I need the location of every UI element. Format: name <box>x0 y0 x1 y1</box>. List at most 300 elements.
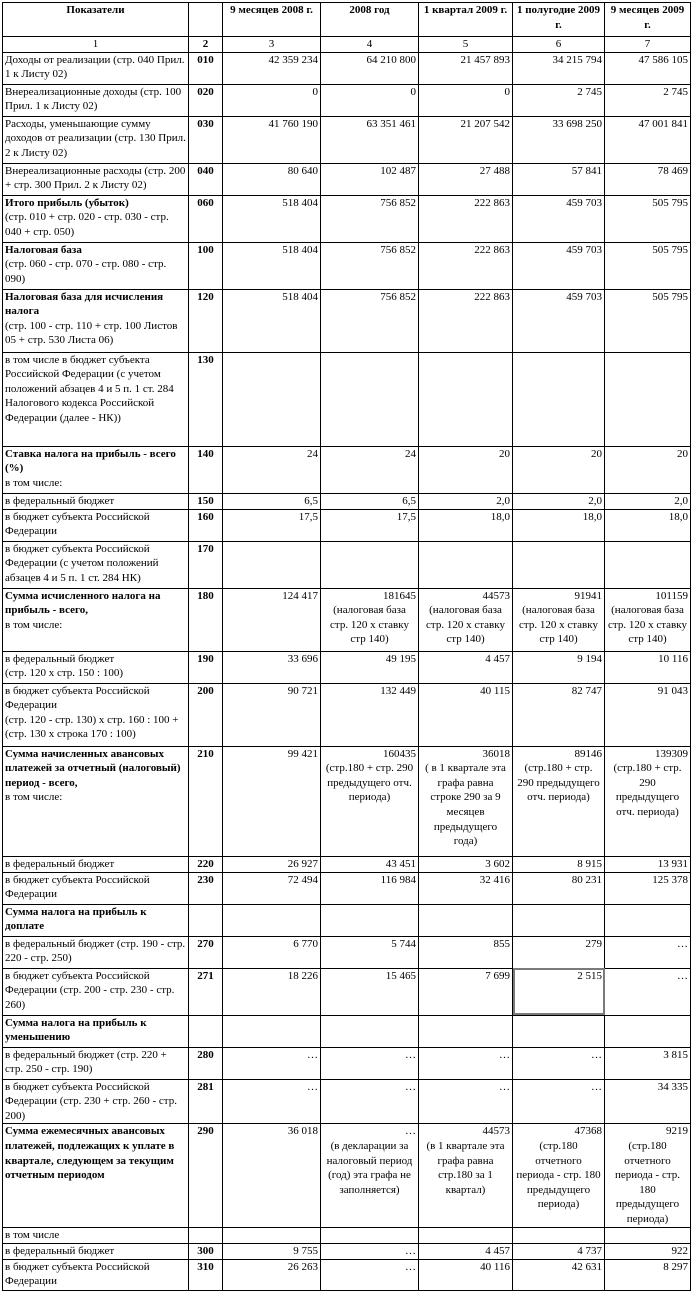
value-cell[interactable] <box>513 493 605 509</box>
value-cell[interactable] <box>513 446 605 493</box>
row-code: 150 <box>189 493 223 509</box>
cell-note: (налоговая база стр. 120 x ставку стр 140) <box>426 604 505 646</box>
value-cell[interactable] <box>223 1124 321 1227</box>
value-cell[interactable] <box>223 509 321 541</box>
value-cell[interactable] <box>419 683 513 746</box>
cell-value: 160435 <box>383 747 416 760</box>
row-label-text: Итого прибыль (убыток) <box>5 196 129 209</box>
value-cell[interactable] <box>605 116 691 163</box>
value-cell[interactable] <box>513 1124 605 1227</box>
value-cell[interactable] <box>223 1015 321 1047</box>
cell-value: 3 602 <box>485 857 510 870</box>
value-cell[interactable] <box>419 289 513 352</box>
value-cell[interactable] <box>223 936 321 968</box>
value-cell[interactable] <box>513 872 605 904</box>
table-row <box>3 968 691 1015</box>
value-cell[interactable] <box>223 116 321 163</box>
value-cell[interactable] <box>513 352 605 446</box>
cell-value: 2 745 <box>577 85 602 98</box>
value-cell[interactable] <box>321 116 419 163</box>
row-code: 190 <box>189 651 223 683</box>
cell-value: 222 863 <box>474 243 510 256</box>
row-code: 130 <box>189 352 223 446</box>
value-cell[interactable] <box>605 242 691 289</box>
col-header-h1-2009: 1 полугодие 2009 г. <box>513 3 605 37</box>
value-cell[interactable] <box>321 446 419 493</box>
table-row <box>3 116 691 163</box>
table-row <box>3 872 691 904</box>
row-label <box>3 588 189 651</box>
table-row <box>3 84 691 116</box>
cell-value: 64 210 800 <box>366 53 416 66</box>
value-cell[interactable] <box>223 446 321 493</box>
row-label-subtext: (стр. 010 + стр. 020 - стр. 030 - стр. 040 + стр. 050) <box>5 211 169 238</box>
row-label <box>3 1259 189 1290</box>
cell-value: … <box>307 1080 318 1093</box>
row-label-subtext: в том числе: <box>5 618 63 631</box>
cell-value: 47368 <box>574 1125 602 1138</box>
value-cell[interactable] <box>223 872 321 904</box>
cell-note: (налоговая база стр. 120 x ставку стр 140) <box>608 604 687 646</box>
row-label <box>3 651 189 683</box>
value-cell[interactable] <box>419 872 513 904</box>
value-cell[interactable] <box>223 1227 321 1243</box>
table-row <box>3 936 691 968</box>
value-cell[interactable] <box>419 446 513 493</box>
value-cell[interactable] <box>513 1079 605 1124</box>
cell-value: 24 <box>307 447 318 460</box>
value-cell[interactable] <box>419 493 513 509</box>
value-cell[interactable] <box>605 872 691 904</box>
cell-value: 24 <box>405 447 416 460</box>
table-row <box>3 856 691 872</box>
value-cell[interactable] <box>419 1124 513 1227</box>
value-cell[interactable] <box>513 936 605 968</box>
value-cell[interactable] <box>513 968 605 1015</box>
row-label <box>3 195 189 242</box>
value-cell[interactable] <box>223 904 321 936</box>
cell-value: … <box>499 1080 510 1093</box>
row-label-text: в федеральный бюджет <box>5 857 115 870</box>
cell-value: … <box>405 1125 416 1138</box>
value-cell[interactable] <box>321 683 419 746</box>
value-cell[interactable] <box>605 968 691 1015</box>
value-cell[interactable] <box>419 52 513 84</box>
value-cell[interactable] <box>223 493 321 509</box>
value-cell[interactable] <box>223 1047 321 1079</box>
value-cell[interactable] <box>321 746 419 856</box>
cell-value: 756 852 <box>380 243 416 256</box>
cell-value: … <box>405 1048 416 1061</box>
cell-value: 15 465 <box>385 969 416 982</box>
row-code: 200 <box>189 683 223 746</box>
value-cell[interactable] <box>513 651 605 683</box>
table-row <box>3 746 691 856</box>
row-code: 120 <box>189 289 223 352</box>
table-row <box>3 1227 691 1243</box>
value-cell[interactable] <box>321 352 419 446</box>
value-cell[interactable] <box>419 1259 513 1290</box>
value-cell[interactable] <box>513 856 605 872</box>
value-cell[interactable] <box>605 541 691 588</box>
cell-value: 4 457 <box>485 652 510 665</box>
value-cell[interactable] <box>419 651 513 683</box>
row-label <box>3 493 189 509</box>
cell-value: 91941 <box>574 589 602 602</box>
value-cell[interactable] <box>605 1015 691 1047</box>
table-row <box>3 446 691 493</box>
col-number: 6 <box>513 37 605 53</box>
cell-value: 34 335 <box>657 1080 688 1093</box>
value-cell[interactable] <box>321 904 419 936</box>
cell-value: 2,0 <box>674 494 688 507</box>
value-cell[interactable] <box>605 1243 691 1259</box>
cell-value: 2 515 <box>577 969 602 982</box>
value-cell[interactable] <box>321 1259 419 1290</box>
cell-value: … <box>677 969 688 982</box>
table-row <box>3 541 691 588</box>
cell-value: 27 488 <box>479 164 510 177</box>
cell-value: 222 863 <box>474 290 510 303</box>
value-cell[interactable] <box>605 493 691 509</box>
cell-value: 125 378 <box>652 873 688 886</box>
value-cell[interactable] <box>223 1243 321 1259</box>
value-cell[interactable] <box>321 856 419 872</box>
value-cell[interactable] <box>605 1227 691 1243</box>
row-label-subtext: (стр. 120 x стр. 150 : 100) <box>5 667 124 680</box>
row-label <box>3 1047 189 1079</box>
value-cell[interactable] <box>605 746 691 856</box>
table-row <box>3 509 691 541</box>
col-number: 5 <box>419 37 513 53</box>
table-row <box>3 1124 691 1227</box>
cell-value: 116 984 <box>380 873 416 886</box>
row-code: 140 <box>189 446 223 493</box>
row-label <box>3 242 189 289</box>
value-cell[interactable] <box>605 651 691 683</box>
value-cell[interactable] <box>223 195 321 242</box>
cell-value: 32 416 <box>479 873 510 886</box>
cell-value: 47 001 841 <box>638 117 688 130</box>
value-cell[interactable] <box>605 1259 691 1290</box>
cell-value: 82 747 <box>571 684 602 697</box>
cell-value: 855 <box>493 937 510 950</box>
value-cell[interactable] <box>223 1079 321 1124</box>
cell-value: 0 <box>504 85 510 98</box>
value-cell[interactable] <box>223 1259 321 1290</box>
cell-value: 80 231 <box>571 873 602 886</box>
cell-value: 756 852 <box>380 196 416 209</box>
row-label-text: Сумма исчисленного налога на прибыль - всего, <box>5 589 161 617</box>
value-cell[interactable] <box>605 1079 691 1124</box>
table-row <box>3 163 691 195</box>
value-cell[interactable] <box>605 588 691 651</box>
value-cell[interactable] <box>321 1047 419 1079</box>
cell-note: (налоговая база стр. 120 x ставку стр 140) <box>330 604 409 646</box>
header-row <box>3 3 691 37</box>
cell-value: 36018 <box>482 747 510 760</box>
value-cell[interactable] <box>321 1124 419 1227</box>
row-label-text: в федеральный бюджет <box>5 1244 115 1257</box>
value-cell[interactable] <box>419 116 513 163</box>
value-cell[interactable] <box>605 856 691 872</box>
row-label-text: Сумма налога на прибыль к уменьшению <box>5 1016 147 1044</box>
row-code: 180 <box>189 588 223 651</box>
value-cell[interactable] <box>513 1259 605 1290</box>
row-label-text: в федеральный бюджет <box>5 652 115 665</box>
table-row <box>3 289 691 352</box>
value-cell[interactable] <box>321 541 419 588</box>
cell-value: 101159 <box>655 589 688 602</box>
value-cell[interactable] <box>419 352 513 446</box>
value-cell[interactable] <box>419 856 513 872</box>
value-cell[interactable] <box>321 195 419 242</box>
value-cell[interactable] <box>321 1079 419 1124</box>
value-cell[interactable] <box>605 52 691 84</box>
cell-value: 36 018 <box>287 1125 318 1138</box>
row-label <box>3 116 189 163</box>
value-cell[interactable] <box>513 1227 605 1243</box>
value-cell[interactable] <box>223 856 321 872</box>
value-cell[interactable] <box>605 1124 691 1227</box>
row-code: 210 <box>189 746 223 856</box>
value-cell[interactable] <box>419 541 513 588</box>
row-label <box>3 968 189 1015</box>
value-cell[interactable] <box>419 509 513 541</box>
row-label-text: в бюджет субъекта Российской Федерации <box>5 873 150 901</box>
col-number: 3 <box>223 37 321 53</box>
cell-value: 42 359 234 <box>268 53 318 66</box>
cell-value: 18,0 <box>668 510 688 523</box>
cell-value: 922 <box>671 1244 688 1257</box>
value-cell[interactable] <box>321 968 419 1015</box>
table-body <box>3 52 691 1290</box>
col-header-2008: 2008 год <box>321 3 419 37</box>
value-cell[interactable] <box>419 163 513 195</box>
row-code: 040 <box>189 163 223 195</box>
table-row <box>3 588 691 651</box>
cell-value: 99 421 <box>287 747 318 760</box>
value-cell[interactable] <box>223 968 321 1015</box>
cell-value: 2,0 <box>588 494 602 507</box>
value-cell[interactable] <box>419 746 513 856</box>
row-label <box>3 1015 189 1047</box>
table-row <box>3 52 691 84</box>
value-cell[interactable] <box>513 116 605 163</box>
row-label <box>3 509 189 541</box>
value-cell[interactable] <box>223 352 321 446</box>
cell-value: 505 795 <box>652 243 688 256</box>
row-label <box>3 856 189 872</box>
row-label-subtext: (стр. 100 - стр. 110 + стр. 100 Листов 05 + стр. 530 Листа 06) <box>5 319 178 347</box>
value-cell[interactable] <box>223 683 321 746</box>
table-row <box>3 1079 691 1124</box>
cell-value: … <box>307 1048 318 1061</box>
cell-value: 18,0 <box>582 510 602 523</box>
value-cell[interactable] <box>513 904 605 936</box>
cell-value: 21 457 893 <box>460 53 510 66</box>
value-cell[interactable] <box>513 195 605 242</box>
cell-value: 47 586 105 <box>638 53 688 66</box>
cell-value: 13 931 <box>657 857 688 870</box>
row-label-subtext: в том числе: <box>5 791 63 804</box>
value-cell[interactable] <box>223 651 321 683</box>
value-cell[interactable] <box>513 52 605 84</box>
value-cell[interactable] <box>605 163 691 195</box>
row-code: 290 <box>189 1124 223 1227</box>
cell-value: 9 755 <box>293 1244 318 1257</box>
column-number-row <box>3 37 691 53</box>
cell-value: 91 043 <box>657 684 688 697</box>
value-cell[interactable] <box>321 509 419 541</box>
col-number: 4 <box>321 37 419 53</box>
row-label-text: Сумма ежемесячных авансовых платежей, подлежащих к уплате в квартале, следующем за текущим отчетным периодом <box>5 1125 175 1182</box>
cell-value: … <box>591 1048 602 1061</box>
value-cell[interactable] <box>605 1047 691 1079</box>
cell-value: … <box>591 1080 602 1093</box>
cell-note: (стр.180 + стр. 290 предыдущего отч. периода) <box>325 762 414 804</box>
row-label <box>3 1124 189 1227</box>
cell-value: 4 737 <box>577 1244 602 1257</box>
cell-value: 17,5 <box>298 510 318 523</box>
value-cell[interactable] <box>513 541 605 588</box>
value-cell[interactable] <box>419 1047 513 1079</box>
value-cell[interactable] <box>419 936 513 968</box>
cell-value: 20 <box>499 447 510 460</box>
value-cell[interactable] <box>223 163 321 195</box>
table-row <box>3 1243 691 1259</box>
row-label <box>3 352 189 446</box>
value-cell[interactable] <box>513 1243 605 1259</box>
value-cell[interactable] <box>223 242 321 289</box>
value-cell[interactable] <box>223 84 321 116</box>
row-label <box>3 163 189 195</box>
cell-value: 40 115 <box>480 684 510 697</box>
value-cell[interactable] <box>321 1227 419 1243</box>
value-cell[interactable] <box>513 163 605 195</box>
value-cell[interactable] <box>513 1047 605 1079</box>
value-cell[interactable] <box>321 1243 419 1259</box>
row-label <box>3 683 189 746</box>
value-cell[interactable] <box>321 84 419 116</box>
value-cell[interactable] <box>605 289 691 352</box>
cell-value: 4 457 <box>485 1244 510 1257</box>
table-row <box>3 493 691 509</box>
value-cell[interactable] <box>605 352 691 446</box>
value-cell[interactable] <box>513 683 605 746</box>
value-cell[interactable] <box>513 289 605 352</box>
value-cell[interactable] <box>321 493 419 509</box>
value-cell[interactable] <box>605 84 691 116</box>
cell-value: 44573 <box>482 589 510 602</box>
value-cell[interactable] <box>223 289 321 352</box>
row-label <box>3 84 189 116</box>
cell-value: 90 721 <box>287 684 318 697</box>
row-code: 160 <box>189 509 223 541</box>
value-cell[interactable] <box>513 84 605 116</box>
row-label-text: в бюджет субъекта Российской Федерации <box>5 1260 150 1288</box>
row-label <box>3 904 189 936</box>
cell-note: (в 1 квартале эта графа равна стр.180 за 1 квартал) <box>426 1139 505 1196</box>
value-cell[interactable] <box>419 904 513 936</box>
cell-value: 3 815 <box>663 1048 688 1061</box>
cell-value: 756 852 <box>380 290 416 303</box>
value-cell[interactable] <box>321 242 419 289</box>
value-cell[interactable] <box>605 936 691 968</box>
cell-value: 0 <box>410 85 416 98</box>
table-row <box>3 904 691 936</box>
value-cell[interactable] <box>321 1015 419 1047</box>
cell-value: 518 404 <box>282 290 318 303</box>
value-cell[interactable] <box>223 52 321 84</box>
value-cell[interactable] <box>605 446 691 493</box>
cell-value: 102 487 <box>380 164 416 177</box>
value-cell[interactable] <box>513 588 605 651</box>
value-cell[interactable] <box>605 683 691 746</box>
value-cell[interactable] <box>321 872 419 904</box>
cell-value: … <box>405 1260 416 1273</box>
value-cell[interactable] <box>419 968 513 1015</box>
row-label-text: в бюджет субъекта Российской Федерации <box>5 684 150 712</box>
value-cell[interactable] <box>419 1227 513 1243</box>
cell-value: 181645 <box>383 589 416 602</box>
value-cell[interactable] <box>605 509 691 541</box>
value-cell[interactable] <box>513 1015 605 1047</box>
row-code: 281 <box>189 1079 223 1124</box>
row-code: 300 <box>189 1243 223 1259</box>
cell-value: 459 703 <box>566 243 602 256</box>
cell-value: 20 <box>591 447 602 460</box>
value-cell[interactable] <box>223 746 321 856</box>
value-cell[interactable] <box>223 541 321 588</box>
row-label-text: Внереализационные расходы (стр. 200 + стр. 300 Прил. 2 к Листу 02) <box>5 164 186 192</box>
value-cell[interactable] <box>321 163 419 195</box>
cell-value: 7 699 <box>485 969 510 982</box>
value-cell[interactable] <box>321 289 419 352</box>
value-cell[interactable] <box>419 1243 513 1259</box>
value-cell[interactable] <box>419 84 513 116</box>
row-code: 230 <box>189 872 223 904</box>
value-cell[interactable] <box>605 195 691 242</box>
value-cell[interactable] <box>419 242 513 289</box>
value-cell[interactable] <box>321 52 419 84</box>
value-cell[interactable] <box>605 904 691 936</box>
value-cell[interactable] <box>419 1079 513 1124</box>
value-cell[interactable] <box>419 588 513 651</box>
value-cell[interactable] <box>321 651 419 683</box>
cell-value: 40 116 <box>480 1260 510 1273</box>
value-cell[interactable] <box>513 746 605 856</box>
cell-value: 124 417 <box>282 589 318 602</box>
col-number: 1 <box>3 37 189 53</box>
row-label-text: Расходы, уменьшающие сумму доходов от реализации (стр. 130 Прил. 2 к Листу 02) <box>5 117 186 159</box>
cell-value: 279 <box>585 937 602 950</box>
col-header-indicators: Показатели <box>3 3 189 37</box>
value-cell[interactable] <box>321 936 419 968</box>
value-cell[interactable] <box>513 509 605 541</box>
cell-value: 8 297 <box>663 1260 688 1273</box>
col-number: 7 <box>605 37 691 53</box>
value-cell[interactable] <box>223 588 321 651</box>
value-cell[interactable] <box>419 195 513 242</box>
row-label <box>3 1243 189 1259</box>
value-cell[interactable] <box>513 242 605 289</box>
row-label <box>3 746 189 856</box>
value-cell[interactable] <box>419 1015 513 1047</box>
row-label <box>3 289 189 352</box>
value-cell[interactable] <box>321 588 419 651</box>
row-code <box>189 1227 223 1243</box>
